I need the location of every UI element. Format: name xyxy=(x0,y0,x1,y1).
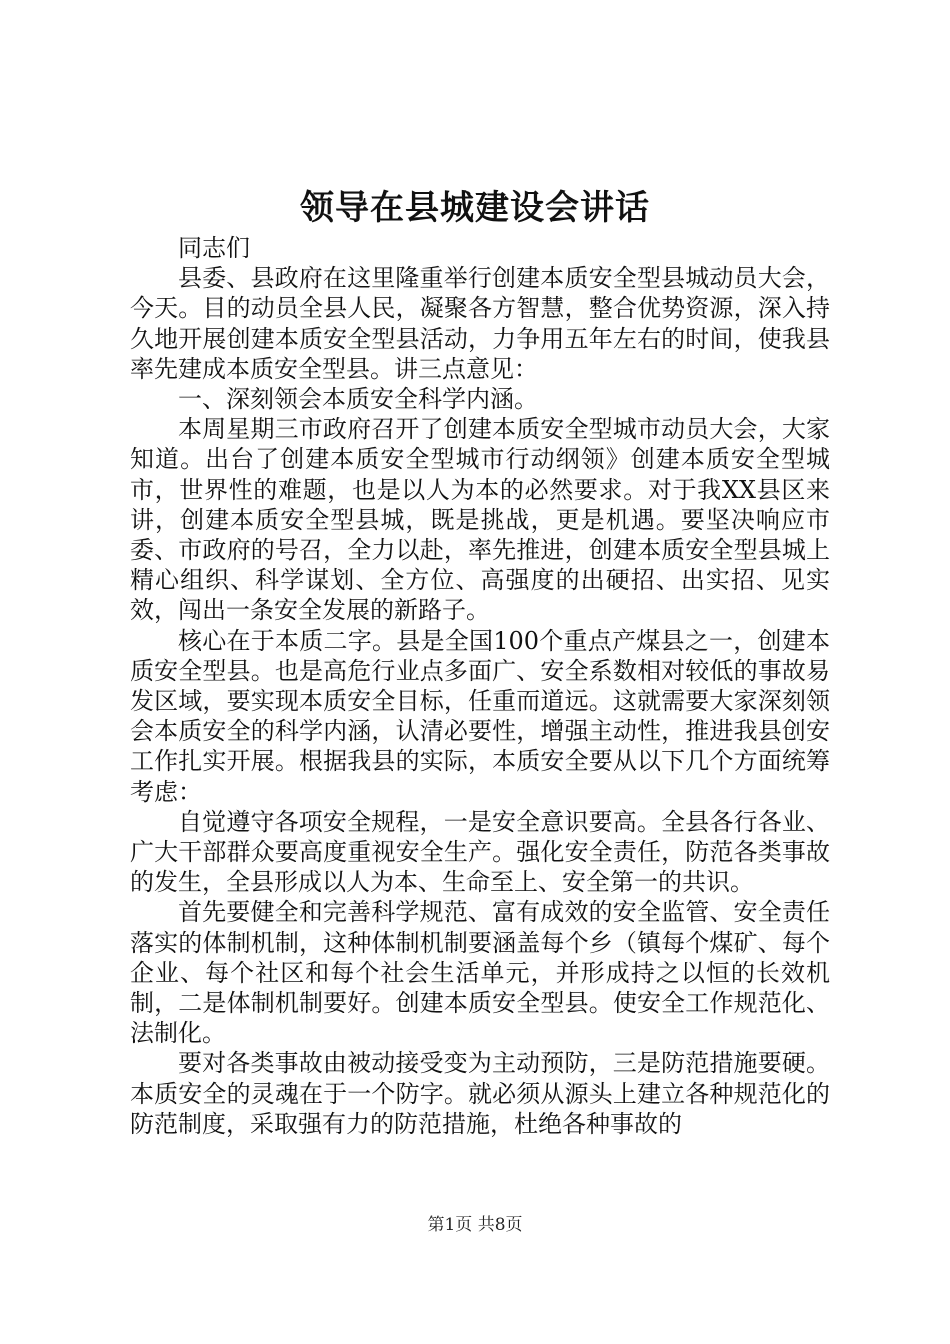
body-paragraph: 县委、县政府在这里隆重举行创建本质安全型县城动员大会，今天。目的动员全县人民，凝聚各方智慧，整合优势资源，深入持久地开展创建本质安全型县活动，力争用五年左右的时间，使我县率先建成本质安全型县。讲三点意见： xyxy=(130,264,830,383)
page-number-footer: 第1页 共8页 xyxy=(427,1215,523,1235)
body-paragraph: 要对各类事故由被动接受变为主动预防，三是防范措施要硬。本质安全的灵魂在于一个防字。就必须从源头上建立各种规范化的防范制度，采取强有力的防范措施，杜绝各种事故的 xyxy=(130,1049,830,1138)
document-title: 领导在县城建设会讲话 xyxy=(300,188,650,228)
body-paragraph: 首先要健全和完善科学规范、富有成效的安全监管、安全责任落实的体制机制，这种体制机制要涵盖每个乡（镇每个煤矿、每个企业、每个社区和每个社会生活单元，并形成持之以恒的长效机制，二是体制机制要好。创建本质安全型县。使安全工作规范化、法制化。 xyxy=(130,898,830,1048)
body-paragraph: 核心在于本质二字。县是全国100个重点产煤县之一，创建本质安全型县。也是高危行业点多面广、安全系数相对较低的事故易发区域，要实现本质安全目标，任重而道远。这就需要大家深刻领会本质安全的科学内涵，认清必要性，增强主动性，推进我县创安工作扎实开展。根据我县的实际，本质安全要从以下几个方面统筹考虑： xyxy=(130,626,830,806)
body-paragraph: 本周星期三市政府召开了创建本质安全型城市动员大会，大家知道。出台了创建本质安全型城市行动纲领》创建本质安全型城市，世界性的难题，也是以人为本的必然要求。对于我XX县区来讲，创建本质安全型县城，既是挑战，更是机遇。要坚决响应市委、市政府的号召，全力以赴，率先推进，创建本质安全型县城上精心组织、科学谋划、全方位、高强度的出硬招、出实招、见实效，闯出一条安全发展的新路子。 xyxy=(130,415,830,625)
body-paragraph: 自觉遵守各项安全规程，一是安全意识要高。全县各行各业、广大干部群众要高度重视安全生产。强化安全责任，防范各类事故的发生，全县形成以人为本、生命至上、安全第一的共识。 xyxy=(130,807,830,897)
salutation-paragraph: 同志们 xyxy=(178,234,250,262)
section-heading-paragraph: 一、深刻领会本质安全科学内涵。 xyxy=(178,385,538,414)
document-body xyxy=(130,233,830,1139)
